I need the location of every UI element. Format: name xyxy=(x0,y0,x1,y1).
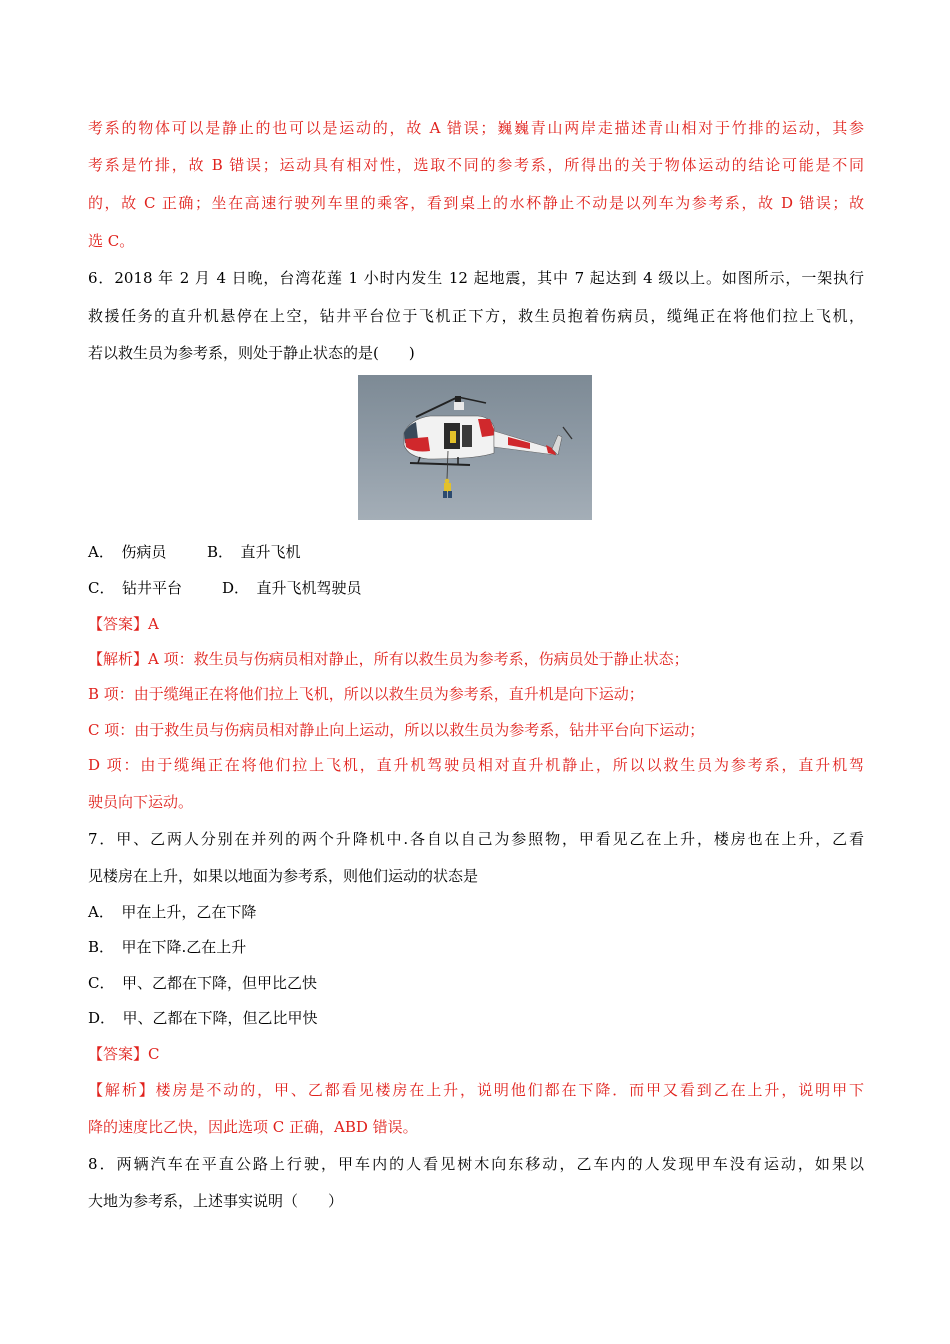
q7-option-c[interactable]: C． 甲、乙都在下降，但甲比乙快 xyxy=(88,974,317,992)
q7-stem-line-2: 见楼房在上升，如果以地面为参考系，则他们运动的状态是 xyxy=(88,867,479,885)
q6-option-c[interactable]: C． 钻井平台 xyxy=(88,579,182,597)
q6-option-d[interactable]: D． 直升飞机驾驶员 xyxy=(222,579,362,597)
q7-option-b[interactable]: B． 甲在下降.乙在上升 xyxy=(88,938,247,956)
helicopter-rescue-image xyxy=(358,375,592,520)
prev-explanation-line-1: 考系的物体可以是静止的也可以是运动的，故 A 错误；巍巍青山两岸走描述青山相对于竹排的运动，其参 xyxy=(88,119,864,137)
q6-analysis-line-1: 【解析】A 项：救生员与伤病员相对静止，所有以救生员为参考系，伤病员处于静止状态； xyxy=(88,650,689,668)
q6-analysis-line-4: D 项：由于缆绳正在将他们拉上飞机，直升机驾驶员相对直升机静止，所以以救生员为参考系，直升机驾 xyxy=(88,756,864,774)
q7-analysis-line-2: 降的速度比乙快，因此选项 C 正确，ABD 错误。 xyxy=(88,1118,418,1136)
q6-option-b[interactable]: B． 直升飞机 xyxy=(207,543,301,561)
q6-options-row-1 xyxy=(88,542,864,562)
q6-answer: 【答案】A xyxy=(88,615,159,633)
helicopter-illustration xyxy=(358,375,592,520)
q7-answer: 【答案】C xyxy=(88,1045,160,1063)
q6-analysis-line-3: C 项：由于救生员与伤病员相对静止向上运动，所以以救生员为参考系，钻井平台向下运动； xyxy=(88,721,705,739)
q7-option-d[interactable]: D． 甲、乙都在下降，但乙比甲快 xyxy=(88,1009,318,1027)
q7-stem-line-1: 7．甲、乙两人分别在并列的两个升降机中.各自以自己为参照物，甲看见乙在上升，楼房也在上升，乙看 xyxy=(88,830,864,848)
q8-stem-line-1: 8．两辆汽车在平直公路上行驶，甲车内的人看见树木向东移动，乙车内的人发现甲车没有运动，如果以 xyxy=(88,1155,864,1173)
q6-stem-line-2: 救援任务的直升机悬停在上空，钻井平台位于飞机正下方，救生员抱着伤病员，缆绳正在将他们拉上飞机， xyxy=(88,307,864,325)
prev-explanation-line-2: 考系是竹排，故 B 错误；运动具有相对性，选取不同的参考系，所得出的关于物体运动的结论可能是不同 xyxy=(88,156,864,174)
prev-explanation-line-4: 选 C。 xyxy=(88,232,135,250)
q6-analysis-line-2: B 项：由于缆绳正在将他们拉上飞机，所以以救生员为参考系，直升机是向下运动； xyxy=(88,685,644,703)
q7-option-a[interactable]: A． 甲在上升，乙在下降 xyxy=(88,903,257,921)
q6-stem-line-3: 若以救生员为参考系，则处于静止状态的是( ) xyxy=(88,344,415,362)
q6-stem-line-1: 6．2018 年 2 月 4 日晚，台湾花莲 1 小时内发生 12 起地震，其中 7 起达到 4 级以上。如图所示，一架执行 xyxy=(88,269,864,287)
q6-option-a[interactable]: A． 伤病员 xyxy=(88,543,167,561)
q7-analysis-line-1: 【解析】楼房是不动的，甲、乙都看见楼房在上升，说明他们都在下降．而甲又看到乙在上升，说明甲下 xyxy=(88,1081,864,1099)
prev-explanation-line-3: 的，故 C 正确；坐在高速行驶列车里的乘客，看到桌上的水杯静止不动是以列车为参考系，故 D 错误；故 xyxy=(88,194,864,212)
q6-options-row-2 xyxy=(88,578,864,598)
q8-stem-line-2: 大地为参考系，上述事实说明（ ） xyxy=(88,1192,344,1210)
q6-analysis-line-5: 驶员向下运动。 xyxy=(88,793,194,811)
